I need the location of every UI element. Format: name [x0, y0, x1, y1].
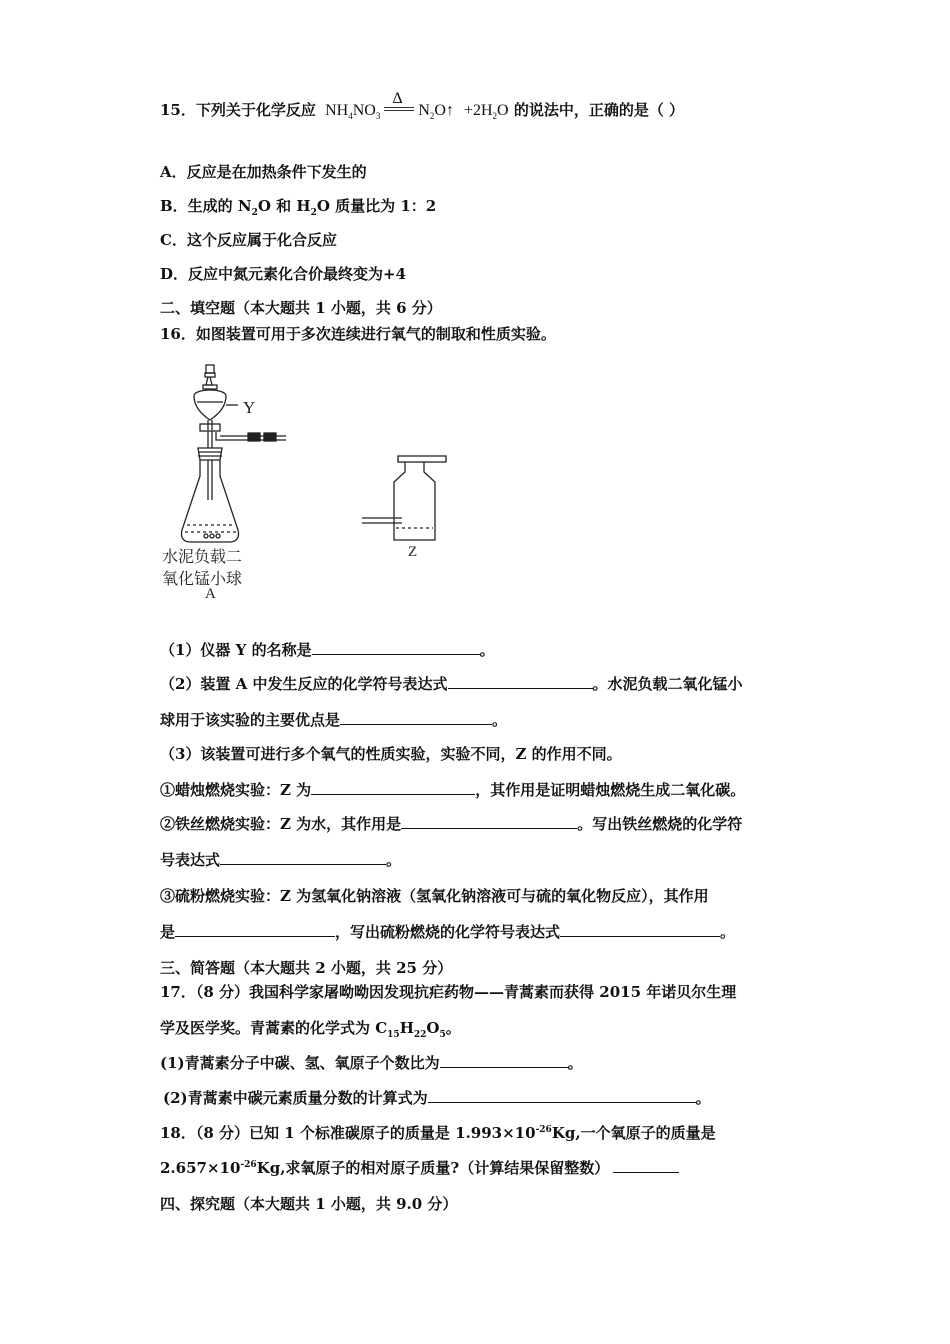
caption-line-2: 氧化锰小球	[162, 569, 243, 588]
section-heading-inquiry: 四、探究题（本大题共 1 小题，共 9.0 分）	[160, 1195, 458, 1213]
q16-part-2a: （2）装置 A 中发生反应的化学符号表达式 。水泥负载二氧化锰小	[160, 675, 743, 693]
q16-case-3b: 是 ，写出硫粉燃烧的化学符号表达式 。	[160, 923, 736, 941]
q15-option-c: C．这个反应属于化合反应	[160, 231, 337, 249]
q17-stem-b: 学及医学奖。青蒿素的化学式为 $C_{15}H_{22}O_5$。	[160, 1019, 461, 1040]
gas-collection-bottle-z	[362, 456, 446, 540]
answer-blank[interactable]	[175, 922, 335, 937]
q16-case-2a: ②铁丝燃烧实验：Z 为水，其作用是 。写出铁丝燃烧的化学符	[160, 815, 743, 833]
answer-blank[interactable]	[312, 640, 480, 655]
heat-condition: Δ	[392, 90, 403, 107]
section-heading-short-answer: 三、简答题（本大题共 2 小题，共 25 分）	[160, 959, 453, 977]
q16-part-3: （3）该装置可进行多个氧气的性质实验，实验不同，Z 的作用不同。	[160, 745, 622, 763]
q15-option-d: D．反应中氮元素化合价最终变为+4	[160, 265, 407, 283]
answer-blank[interactable]	[440, 1053, 568, 1068]
q15-option-b: B．生成的 $N_2O$ 和 $H_2O$ 质量比为 1：2	[160, 197, 437, 218]
answer-blank[interactable]	[311, 780, 475, 795]
answer-blank[interactable]	[560, 922, 720, 937]
q17-part-1: (1)青蒿素分子中碳、氢、氧原子个数比为 。	[160, 1054, 583, 1072]
answer-blank[interactable]	[401, 814, 577, 829]
reaction-equation: $NH_4NO_3$ Δ $N_2O↑ +2H_2O$	[325, 90, 509, 122]
q18-line-1: 18．（8 分）已知 1 个标准碳原子的质量是 $1.993\times 10^{-26}Kg$,一个氧原子的质量是	[160, 1124, 716, 1142]
answer-blank[interactable]	[220, 850, 386, 865]
separatory-funnel	[194, 365, 238, 430]
q16-case-1: ①蜡烛燃烧实验：Z 为 ，其作用是证明蜡烛燃烧生成二氧化碳。	[160, 781, 746, 799]
conical-flask	[181, 460, 238, 542]
label-y: Y	[243, 398, 256, 417]
q16-case-2b: 号表达式 。	[160, 851, 402, 869]
answer-blank[interactable]	[613, 1158, 679, 1173]
caption-line-1: 水泥负载二	[162, 547, 243, 566]
label-z: Z	[408, 544, 418, 560]
q16-part-2b: 球用于该实验的主要优点是 。	[160, 711, 508, 729]
answer-blank[interactable]	[428, 1088, 696, 1103]
label-a: A	[205, 586, 216, 602]
q16-case-3a: ③硫粉燃烧实验：Z 为氢氧化钠溶液（氢氧化钠溶液可与硫的氧化物反应），其作用	[160, 887, 709, 905]
q15-stem: 15．下列关于化学反应 $NH_4NO_3$ Δ $N_2O↑ +2H_2O$ 的说法中，正确的是（ ）	[160, 90, 685, 122]
answer-blank[interactable]	[448, 674, 593, 689]
q17-part-2: (2)青蒿素中碳元素质量分数的计算式为 。	[163, 1089, 711, 1107]
answer-blank[interactable]	[340, 710, 492, 725]
q18-line-2: $2.657\times 10^{-26}Kg$,求氧原子的相对原子质量?（计算结果保留整数）	[160, 1158, 679, 1178]
q16-part-1: （1）仪器 Y 的名称是 。	[160, 641, 495, 659]
q15-option-a: A．反应是在加热条件下发生的	[160, 163, 367, 181]
section-heading-fill-in: 二、填空题（本大题共 1 小题，共 6 分）	[160, 299, 442, 317]
q17-stem-a: 17．（8 分）我国科学家屠呦呦因发现抗疟药物——青蒿素而获得 2015 年诺贝尔生理	[160, 983, 737, 1001]
q16-stem: 16．如图装置可用于多次连续进行氧气的制取和性质实验。	[160, 325, 556, 343]
